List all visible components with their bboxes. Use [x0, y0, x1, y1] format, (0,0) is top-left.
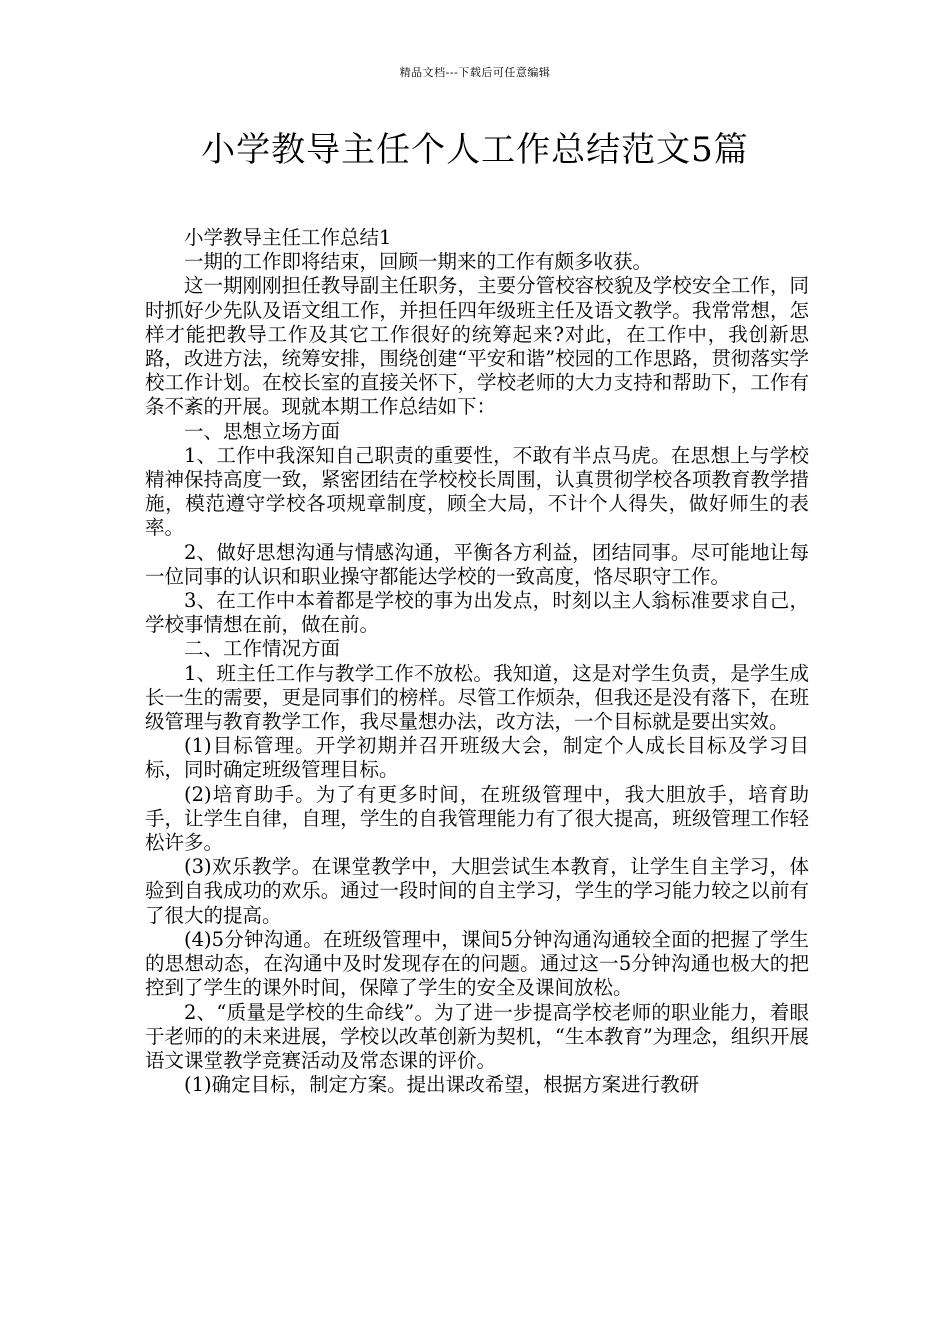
document-body	[145, 226, 809, 1097]
paragraph: 2、“质量是学校的生命线”。为了进一步提高学校老师的职业能力，着眼于老师的的未来进展，学校以改革创新为契机，“生本教育”为理念，组织开展语文课堂教学竞赛活动及常态课的评价。	[145, 1000, 809, 1072]
paragraph: 2、做好思想沟通与情感沟通，平衡各方利益，团结同事。尽可能地让每一位同事的认识和职业操守都能达学校的一致高度，恪尽职守工作。	[145, 540, 809, 588]
paragraph: 这一期刚刚担任教导副主任职务，主要分管校容校貌及学校安全工作，同时抓好少先队及语文组工作，并担任四年级班主任及语文教学。我常常想，怎样才能把教导工作及其它工作很好的统筹起来?对此，在工作中，我创新思路，改进方法，统筹安排，围绕创建“平安和谐”校园的工作思路，贯彻落实学校工作计划。在校长室的直接关怀下，学校老师的大力支持和帮助下，工作有条不紊的开展。现就本期工作总结如下：	[145, 274, 809, 419]
paragraph: (1)目标管理。开学初期并召开班级大会，制定个人成长目标及学习目标，同时确定班级管理目标。	[145, 734, 809, 782]
paragraph: (1)确定目标，制定方案。提出课改希望，根据方案进行教研	[184, 1073, 700, 1097]
paragraph: (2)培育助手。为了有更多时间，在班级管理中，我大胆放手，培育助手，让学生自律，自理，学生的自我管理能力有了很大提高，班级管理工作轻松许多。	[145, 782, 809, 855]
paragraph: 1、工作中我深知自己职责的重要性，不敢有半点马虎。在思想上与学校精神保持高度一致，紧密团结在学校校长周围，认真贯彻学校各项教育教学措施，模范遵守学校各项规章制度，顾全大局，不计个人得失，做好师生的表率。	[145, 443, 809, 540]
paragraph: 一期的工作即将结束，回顾一期来的工作有颇多收获。	[184, 250, 653, 274]
paragraph: 1、班主任工作与教学工作不放松。我知道，这是对学生负责，是学生成长一生的需要，更是同事们的榜样。尽管工作烦杂，但我还是没有落下，在班级管理与教育教学工作，我尽量想办法，改方法，一个目标就是要出实效。	[145, 661, 809, 734]
section-heading: 一、思想立场方面	[184, 419, 341, 443]
header-note: 精品文档---下载后可任意编辑	[399, 66, 551, 79]
paragraph: (4)5分钟沟通。在班级管理中，课间5分钟沟通沟通较全面的把握了学生的思想动态，在沟通中及时发现存在的问题。通过这一5分钟沟通也极大的把控到了学生的课外时间，保障了学生的安全及课间放松。	[145, 927, 809, 1000]
section-heading: 二、工作情况方面	[184, 637, 341, 661]
paragraph: 3、在工作中本着都是学校的事为出发点，时刻以主人翁标准要求自己，学校事情想在前，做在前。	[145, 589, 809, 637]
section-heading: 小学教导主任工作总结1	[184, 226, 392, 249]
paragraph: (3)欢乐教学。在课堂教学中，大胆尝试生本教育，让学生自主学习，体验到自我成功的欢乐。通过一段时间的自主学习，学生的学习能力较之以前有了很大的提高。	[145, 855, 809, 927]
document-title: 小学教导主任个人工作总结范文5篇	[201, 130, 749, 170]
